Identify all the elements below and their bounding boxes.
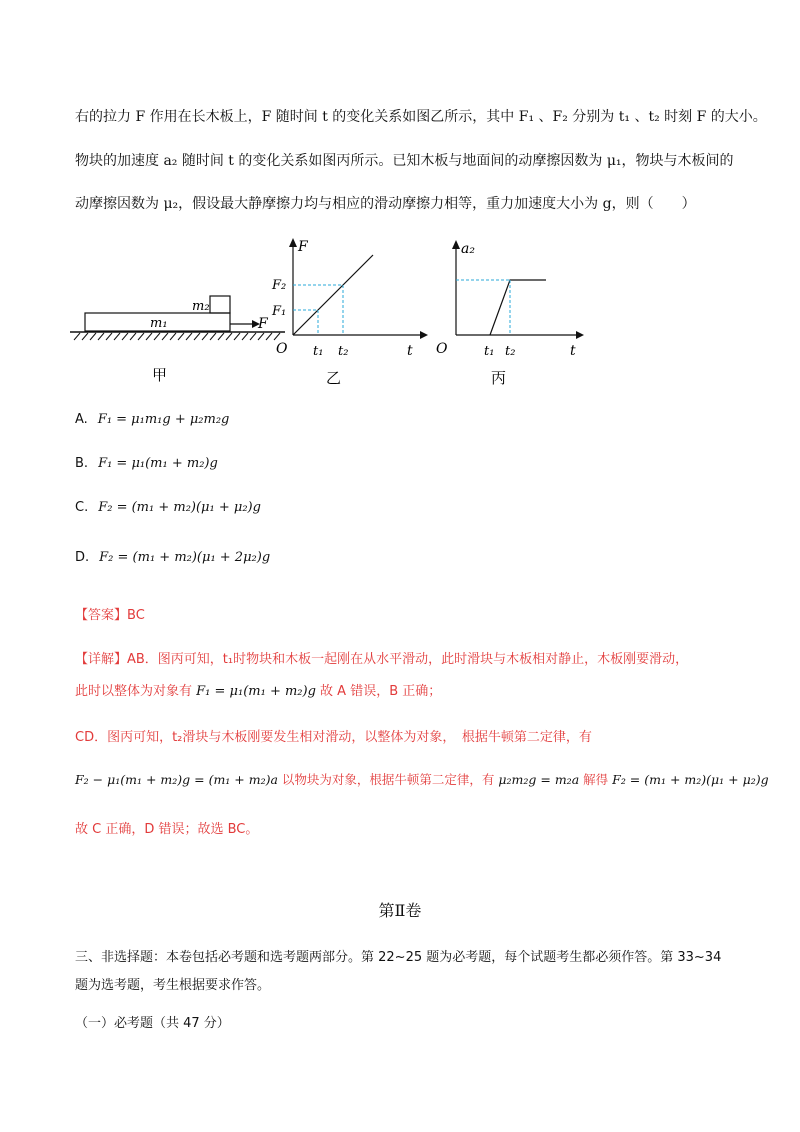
yi-y-label: F (298, 239, 308, 255)
figure-yi (270, 235, 430, 390)
section-title: 第Ⅱ卷 (378, 901, 422, 920)
detail-line-3: CD．图丙可知，t₂滑块与木板刚要发生相对滑动，以整体为对象， 根据牛顿第二定律，有 (75, 730, 592, 745)
stem-line-1: 右的拉力 F 作用在长木板上，F 随时间 t 的变化关系如图乙所示，其中 F₁ 、F₂ 分别为 t₁ 、t₂ 时刻 F 的大小。 (75, 109, 767, 125)
option-c (75, 500, 261, 515)
bing-origin: O (436, 341, 448, 357)
yi-x-label: t (407, 343, 413, 359)
detail-line-4-formula-3: F₂ = (m₁ + m₂)(μ₁ + μ₂)g (612, 772, 769, 787)
yi-origin: O (276, 341, 288, 357)
option-c-formula: F₂ = (m₁ + m₂)(μ₁ + μ₂)g (98, 500, 261, 515)
yi-t2-label: t₂ (338, 344, 349, 359)
bing-x-label: t (570, 343, 576, 359)
yi-t1-label: t₁ (313, 344, 324, 359)
yi-caption: 乙 (326, 369, 342, 387)
yi-f1-label: F₁ (272, 304, 287, 319)
option-b (75, 456, 218, 471)
bing-caption: 丙 (491, 369, 507, 387)
yi-f2-label: F₂ (272, 278, 287, 293)
detail-line-5: 故 C 正确，D 错误；故选 BC。 (75, 822, 259, 837)
detail-line-2 (75, 680, 441, 699)
jia-force-label: F (258, 316, 268, 332)
section-line-2: 题为选考题，考生根据要求作答。 (75, 978, 271, 993)
detail-line-4-formula-1: F₂ − μ₁(m₁ + m₂)g = (m₁ + m₂)a (75, 772, 278, 787)
stem-line-2: 物块的加速度 a₂ 随时间 t 的变化关系如图丙所示。已知木板与地面间的动摩擦因数为 μ₁，物块与木板间的 (75, 153, 734, 169)
detail-line-2-text-b: 故 A 错误，B 正确； (320, 684, 442, 699)
detail-line-2-text-a: 此时以整体为对象有 (75, 684, 193, 699)
bing-y-label: a₂ (461, 241, 475, 257)
section-line-1: 三、非选择题：本卷包括必考题和选考题两部分。第 22~25 题为必考题，每个试题考生都必须作答。第 33~34 (75, 950, 722, 965)
jia-caption: 甲 (152, 366, 168, 384)
bing-t2-label: t₂ (505, 344, 516, 359)
section-subtitle: （一）必考题（共 47 分） (75, 1016, 230, 1031)
detail-line-4-text-b: 解得 (583, 772, 609, 787)
bing-t1-label: t₁ (484, 344, 495, 359)
detail-line-4-formula-2: μ₂m₂g = m₂a (498, 772, 580, 787)
option-a-formula: F₁ = μ₁m₁g + μ₂m₂g (97, 412, 230, 427)
detail-line-2-formula: F₁ = μ₁(m₁ + m₂)g (196, 684, 316, 699)
answer-label: 【答案】BC (75, 608, 145, 623)
option-b-formula: F₁ = μ₁(m₁ + m₂)g (98, 456, 218, 471)
detail-line-4-text-a: 以物块为对象，根据牛顿第二定律，有 (281, 772, 495, 787)
option-b-letter: B. (75, 456, 89, 471)
figure-bing (428, 235, 593, 390)
option-d (75, 550, 270, 565)
detail-line-1: 【详解】AB．图丙可知，t₁时物块和木板一起刚在从水平滑动，此时滑块与木板相对静止，木板刚要滑动， (75, 652, 689, 667)
jia-block-label: m₂ (192, 299, 210, 314)
figure-jia (70, 290, 290, 385)
option-c-letter: C. (75, 500, 89, 515)
option-a-letter: A. (75, 412, 88, 427)
jia-board-label: m₁ (150, 316, 168, 331)
option-d-letter: D. (75, 550, 90, 565)
stem-line-3: 动摩擦因数为 μ₂，假设最大静摩擦力均与相应的滑动摩擦力相等，重力加速度大小为 g，则（ ） (75, 196, 696, 212)
option-a (75, 412, 229, 427)
detail-line-4 (75, 770, 769, 788)
option-d-formula: F₂ = (m₁ + m₂)(μ₁ + 2μ₂)g (99, 550, 271, 565)
